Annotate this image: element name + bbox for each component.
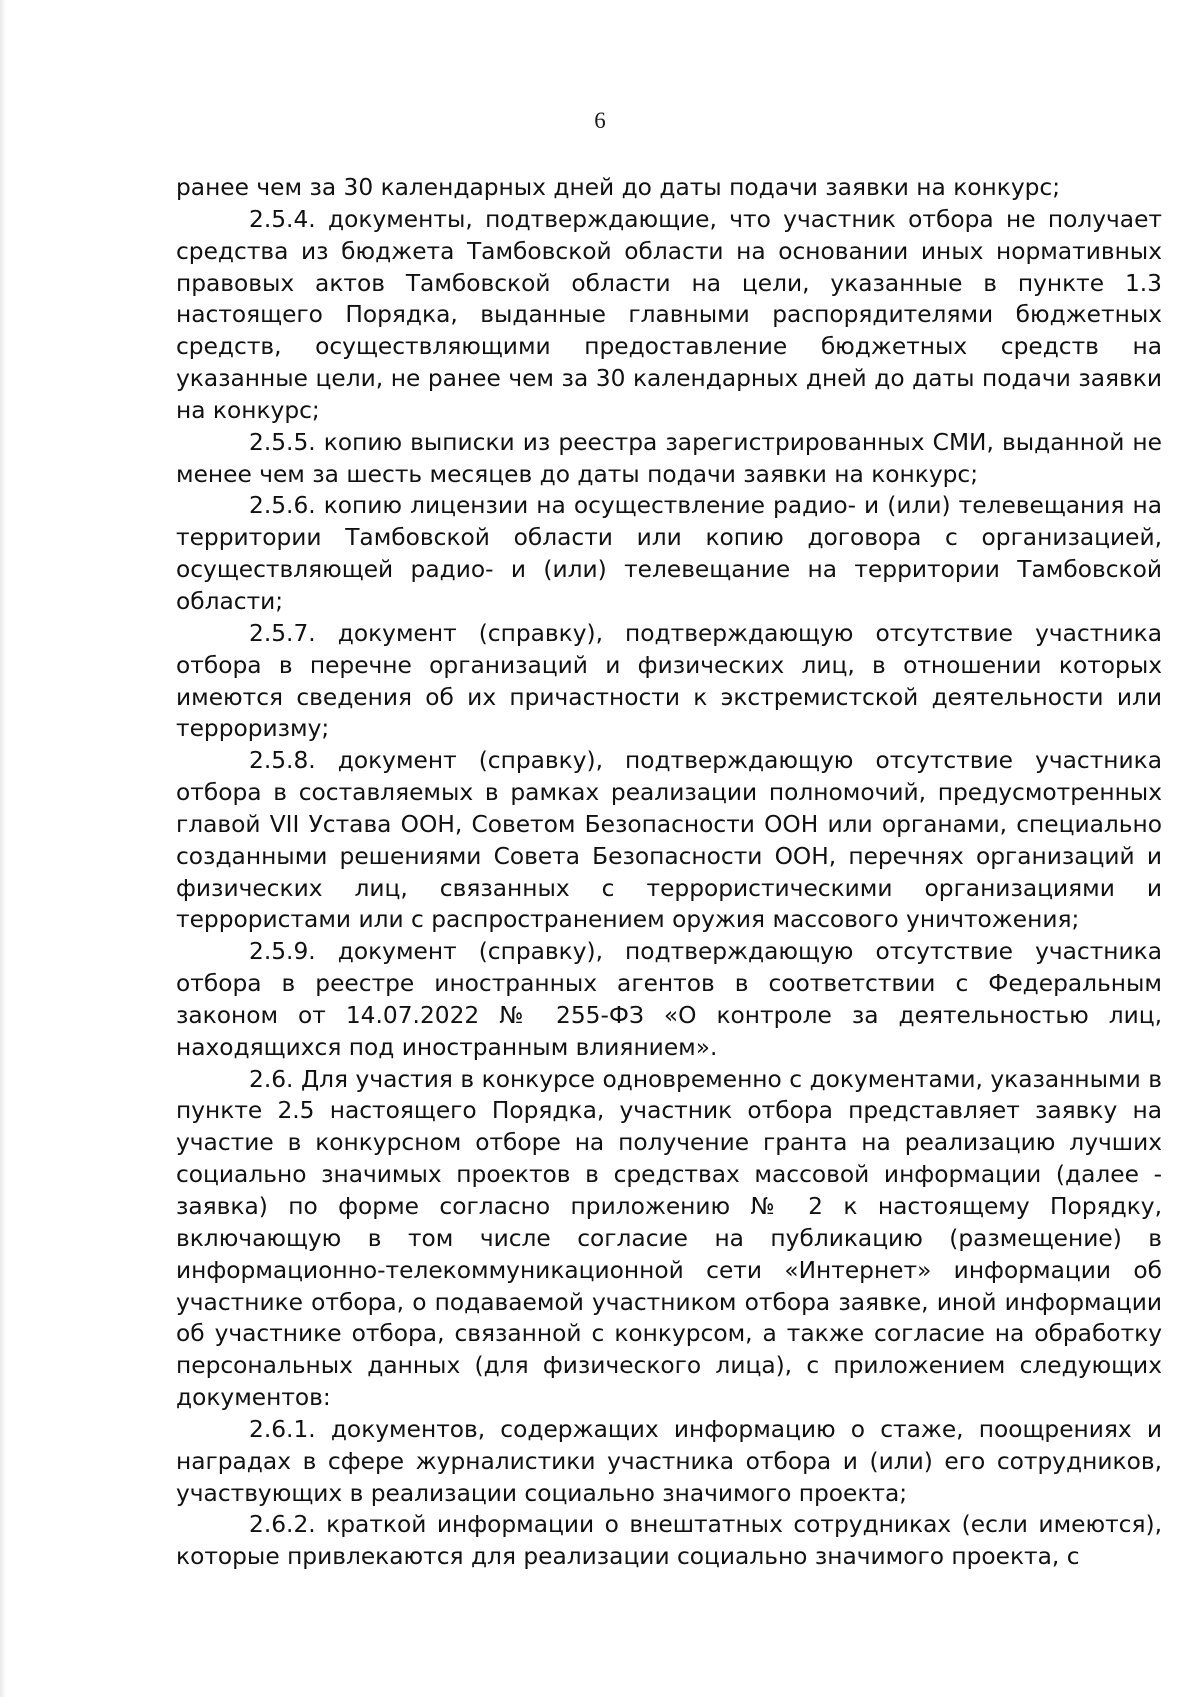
paragraph-2-5-8: 2.5.8. документ (справку), подтверждающую отсутствие участника отбора в составляемых в рамках реализации полномочий, предусмотренных главой VII Устава ООН, Советом Безопасности ООН или органами, специально созданными решениями Совета Безопасности ООН, перечнях организаций и физических лиц, связанных с террористическими организациями и террористами или с распространением оружия массового уничтожения;	[176, 747, 1162, 934]
paragraph-2-6-1: 2.6.1. документов, содержащих информацию о стаже, поощрениях и наградах в сфере журналистики участника отбора и (или) его сотрудников, участвующих в реализации социально значимого проекта;	[176, 1415, 1162, 1507]
paragraph-2-5-5: 2.5.5. копию выписки из реестра зарегистрированных СМИ, выданной не менее чем за шесть месяцев до даты подачи заявки на конкурс;	[176, 428, 1162, 488]
document-body	[176, 172, 1162, 1573]
paragraph-2-5-9: 2.5.9. документ (справку), подтверждающую отсутствие участника отбора в реестре иностранных агентов в соответствии с Федеральным законом от 14.07.2022 № 255-ФЗ «О контроле за деятельностью лиц, находящихся под иностранным влиянием».	[176, 938, 1162, 1061]
paragraph-continuation: ранее чем за 30 календарных дней до даты подачи заявки на конкурс;	[176, 174, 1061, 201]
paragraph-2-5-6: 2.5.6. копию лицензии на осуществление радио- и (или) телевещания на территории Тамбовской области или копию договора с организацией, осуществляющей радио- и (или) телевещание на территории Тамбовской области;	[176, 492, 1162, 615]
paragraph-2-6-2: 2.6.2. краткой информации о внештатных сотрудниках (если имеются), которые привлекаются для реализации социально значимого проекта, с	[176, 1511, 1162, 1571]
paragraph-2-5-4: 2.5.4. документы, подтверждающие, что участник отбора не получает средства из бюджета Тамбовской области на основании иных нормативных правовых актов Тамбовской области на цели, указанные в пункте 1.3 настоящего Порядка, выданные главными распорядителями бюджетных средств, осуществляющими предоставление бюджетных средств на указанные цели, не ранее чем за 30 календарных дней до даты подачи заявки на конкурс;	[176, 205, 1162, 424]
paragraph-2-6: 2.6. Для участия в конкурсе одновременно с документами, указанными в пункте 2.5 настоящего Порядка, участник отбора представляет заявку на участие в конкурсном отборе на получение гранта на реализацию лучших социально значимых проектов в средствах массовой информации (далее - заявка) по форме согласно приложению № 2 к настоящему Порядку, включающую в том числе согласие на публикацию (размещение) в информационно-телекоммуникационной сети «Интернет» информации об участнике отбора, о подаваемой участником отбора заявке, иной информации об участнике отбора, связанной с конкурсом, а также согласие на обработку персональных данных (для физического лица), с приложением следующих документов:	[176, 1065, 1162, 1412]
paragraph-2-5-7: 2.5.7. документ (справку), подтверждающую отсутствие участника отбора в перечне организаций и физических лиц, в отношении которых имеются сведения об их причастности к экстремистской деятельности или терроризму;	[176, 619, 1162, 743]
page-number: 6	[594, 108, 606, 133]
scan-edge-shadow	[0, 0, 6, 1697]
